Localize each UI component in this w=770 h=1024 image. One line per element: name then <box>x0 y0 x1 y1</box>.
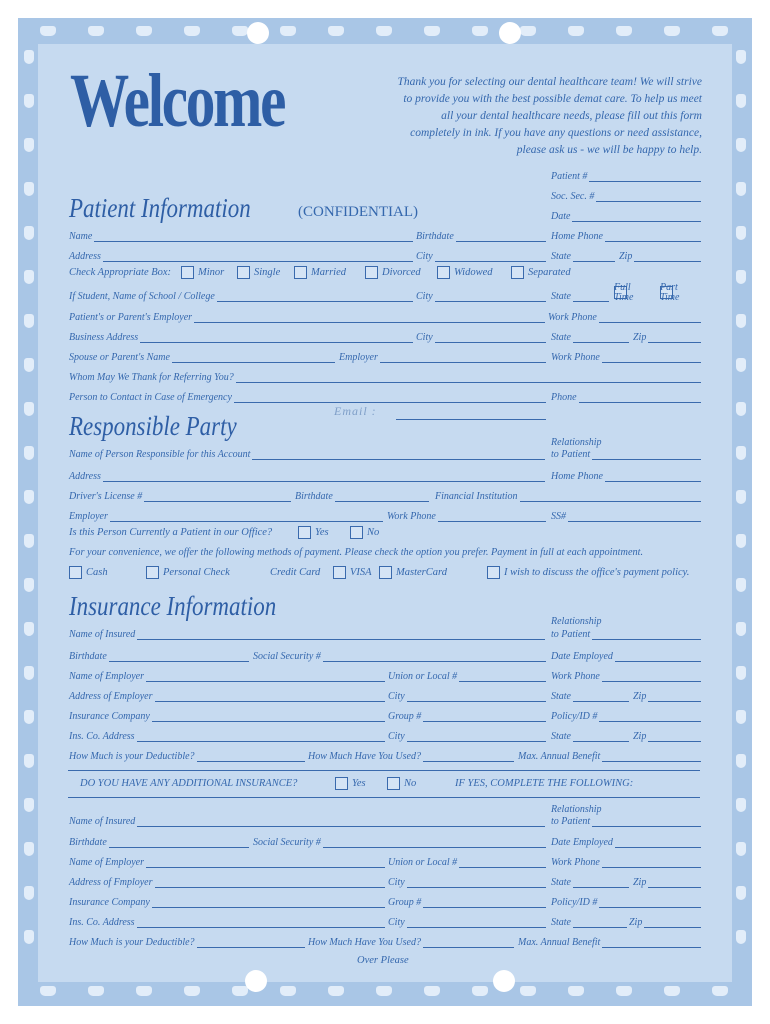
deductible-2-field[interactable]: How Much is your Deductible? <box>69 934 305 948</box>
deductible-field[interactable]: How Much is your Deductible? <box>69 748 305 762</box>
additional-insurance-question: DO YOU HAVE ANY ADDITIONAL INSURANCE? <box>80 778 298 789</box>
relationship-label: Relationship <box>551 437 602 448</box>
insured-birthdate-field[interactable]: Birthdate <box>69 648 249 662</box>
patient-information-heading: Patient Information <box>69 193 251 223</box>
patient-work-phone-field[interactable]: Work Phone <box>548 309 701 323</box>
insured-social-security-field[interactable]: Social Security # <box>253 648 546 662</box>
ins-co-state-field[interactable]: State <box>551 728 629 742</box>
patient-employer-field[interactable]: Patient's or Parent's Employer <box>69 309 545 323</box>
spouse-work-phone-field[interactable]: Work Phone <box>551 349 701 363</box>
punch-hole <box>499 22 521 44</box>
used-2-field[interactable]: How Much Have You Used? <box>308 934 514 948</box>
payment-visa-checkbox[interactable]: VISA <box>333 566 372 579</box>
divider <box>68 797 700 798</box>
insured-2-work-phone-field[interactable]: Work Phone <box>551 854 701 868</box>
ins-co-zip-field[interactable]: Zip <box>633 728 701 742</box>
insured-2-birthdate-field[interactable]: Birthdate <box>69 834 249 848</box>
responsible-address-field[interactable]: Address <box>69 468 545 482</box>
insured-name-field[interactable]: Name of Insured <box>69 626 545 640</box>
max-annual-benefit-field[interactable]: Max. Annual Benefit <box>518 748 701 762</box>
divider <box>68 770 700 771</box>
insured-employer-field[interactable]: Name of Employer <box>69 668 385 682</box>
date-employed-2-field[interactable]: Date Employed <box>551 834 701 848</box>
ins-co-address-field[interactable]: Ins. Co. Address <box>69 728 385 742</box>
ins-co-city-2-field[interactable]: City <box>388 914 546 928</box>
responsible-relationship-field[interactable]: to Patient <box>551 446 701 460</box>
responsible-birthdate-field[interactable]: Birthdate <box>295 488 429 502</box>
group-number-field[interactable]: Group # <box>388 708 546 722</box>
relationship-label: Relationship <box>551 804 602 815</box>
insured-2-name-field[interactable]: Name of Insured <box>69 813 545 827</box>
emergency-phone-field[interactable]: Phone <box>551 389 701 403</box>
patient-address-field[interactable]: Address <box>69 248 413 262</box>
if-yes-note: IF YES, COMPLETE THE FOLLOWING: <box>455 778 634 789</box>
additional-no-checkbox[interactable]: No <box>387 777 416 790</box>
welcome-heading: Welcome <box>70 59 285 143</box>
insured-2-employer-field[interactable]: Name of Employer <box>69 854 385 868</box>
payment-mastercard-checkbox[interactable]: MasterCard <box>379 566 447 579</box>
insurance-company-field[interactable]: Insurance Company <box>69 708 385 722</box>
payment-personal-check-checkbox[interactable]: Personal Check <box>146 566 230 579</box>
ins-co-zip-2-field[interactable]: Zip <box>629 914 701 928</box>
patient-city-field[interactable]: City <box>416 248 546 262</box>
current-patient-yes-checkbox[interactable]: Yes <box>298 526 329 539</box>
insured-work-phone-field[interactable]: Work Phone <box>551 668 701 682</box>
insured-2-relationship-field[interactable]: to Patient <box>551 813 701 827</box>
full-time-checkbox[interactable]: Full Time <box>614 281 634 303</box>
used-field[interactable]: How Much Have You Used? <box>308 748 514 762</box>
spouse-employer-field[interactable]: Employer <box>339 349 546 363</box>
intro-text: Thank you for selecting our dental healthcare team! We will strive to provide you with the best possible demat care. To help us meet all your dental healthcare needs, please fill out this form completely in ink. If you have any questions or need assistance, please ask us - we will be happy to help. <box>397 76 702 156</box>
status-separated-checkbox[interactable]: Separated <box>511 266 571 279</box>
drivers-license-field[interactable]: Driver's License # <box>69 488 291 502</box>
employer-city-field[interactable]: City <box>388 688 546 702</box>
responsible-name-field[interactable]: Name of Person Responsible for this Account <box>69 446 545 460</box>
group-number-2-field[interactable]: Group # <box>388 894 546 908</box>
patient-name-field[interactable]: Name <box>69 228 413 242</box>
punch-hole <box>247 22 269 44</box>
status-minor-checkbox[interactable]: Minor <box>181 266 224 279</box>
patient-birthdate-field[interactable]: Birthdate <box>416 228 546 242</box>
patient-state-field[interactable]: State <box>551 248 615 262</box>
insurance-company-2-field[interactable]: Insurance Company <box>69 894 385 908</box>
ins-co-city-field[interactable]: City <box>388 728 546 742</box>
punch-hole <box>245 970 267 992</box>
school-state-field[interactable]: State <box>551 288 609 302</box>
business-zip-field[interactable]: Zip <box>633 329 701 343</box>
check-box-label: Check Appropriate Box: <box>69 267 172 278</box>
status-married-checkbox[interactable]: Married <box>294 266 346 279</box>
insured-relationship-field[interactable]: to Patient <box>551 626 701 640</box>
responsible-home-phone-field[interactable]: Home Phone <box>551 468 701 482</box>
relationship-label: Relationship <box>551 616 602 627</box>
current-patient-question: Is this Person Currently a Patient in our Office? <box>69 527 273 538</box>
employer-zip-field[interactable]: Zip <box>633 688 701 702</box>
ins-co-state-2-field[interactable]: State <box>551 914 627 928</box>
business-address-field[interactable]: Business Address <box>69 329 413 343</box>
school-city-field[interactable]: City <box>416 288 546 302</box>
patient-zip-field[interactable]: Zip <box>619 248 701 262</box>
email-handwritten: Email : <box>334 404 377 418</box>
status-single-checkbox[interactable]: Single <box>237 266 280 279</box>
email-line[interactable] <box>396 418 546 420</box>
responsible-work-phone-field[interactable]: Work Phone <box>387 508 546 522</box>
payment-discuss-checkbox[interactable]: I wish to discuss the office's payment policy. <box>487 566 689 579</box>
policy-id-field[interactable]: Policy/ID # <box>551 708 701 722</box>
school-field[interactable]: If Student, Name of School / College <box>69 288 413 302</box>
insurance-information-heading: Insurance Information <box>69 591 277 621</box>
insured-2-social-security-field[interactable]: Social Security # <box>253 834 546 848</box>
business-state-field[interactable]: State <box>551 329 629 343</box>
union-2-field[interactable]: Union or Local # <box>388 854 546 868</box>
responsible-party-heading: Responsible Party <box>69 411 237 441</box>
employer-2-address-field[interactable]: Address of Fmployer <box>69 874 385 888</box>
ins-co-address-2-field[interactable]: Ins. Co. Address <box>69 914 385 928</box>
over-please-note: Over Please <box>357 955 409 966</box>
responsible-ss-field[interactable]: SS# <box>551 508 701 522</box>
confidential-label: (CONFIDENTIAL) <box>298 204 418 220</box>
business-city-field[interactable]: City <box>416 329 546 343</box>
status-widowed-checkbox[interactable]: Widowed <box>437 266 493 279</box>
employer-2-zip-field[interactable]: Zip <box>633 874 701 888</box>
employer-state-field[interactable]: State <box>551 688 629 702</box>
soc-sec-field[interactable]: Soc. Sec. # <box>551 188 701 202</box>
status-divorced-checkbox[interactable]: Divorced <box>365 266 421 279</box>
responsible-employer-field[interactable]: Employer <box>69 508 383 522</box>
payment-cash-checkbox[interactable]: Cash <box>69 566 108 579</box>
patient-home-phone-field[interactable]: Home Phone <box>551 228 701 242</box>
employer-2-state-field[interactable]: State <box>551 874 629 888</box>
spouse-name-field[interactable]: Spouse or Parent's Name <box>69 349 335 363</box>
emergency-contact-field[interactable]: Person to Contact in Case of Emergency <box>69 389 546 403</box>
additional-yes-checkbox[interactable]: Yes <box>335 777 366 790</box>
union-field[interactable]: Union or Local # <box>388 668 546 682</box>
financial-institution-field[interactable]: Financial Institution <box>435 488 701 502</box>
max-annual-benefit-2-field[interactable]: Max. Annual Benefit <box>518 934 701 948</box>
current-patient-no-checkbox[interactable]: No <box>350 526 379 539</box>
policy-id-2-field[interactable]: Policy/ID # <box>551 894 701 908</box>
referral-field[interactable]: Whom May We Thank for Referring You? <box>69 369 701 383</box>
punch-hole <box>493 970 515 992</box>
date-employed-field[interactable]: Date Employed <box>551 648 701 662</box>
date-field[interactable]: Date <box>551 208 701 222</box>
patient-number-field[interactable]: Patient # <box>551 168 701 182</box>
payment-note: For your convenience, we offer the following methods of payment. Please check the option you prefer. Payment in full at each appointment. <box>69 547 644 558</box>
employer-address-field[interactable]: Address of Employer <box>69 688 385 702</box>
credit-card-label: Credit Card <box>270 567 321 578</box>
employer-2-city-field[interactable]: City <box>388 874 546 888</box>
part-time-checkbox[interactable]: Part Time <box>660 281 680 303</box>
